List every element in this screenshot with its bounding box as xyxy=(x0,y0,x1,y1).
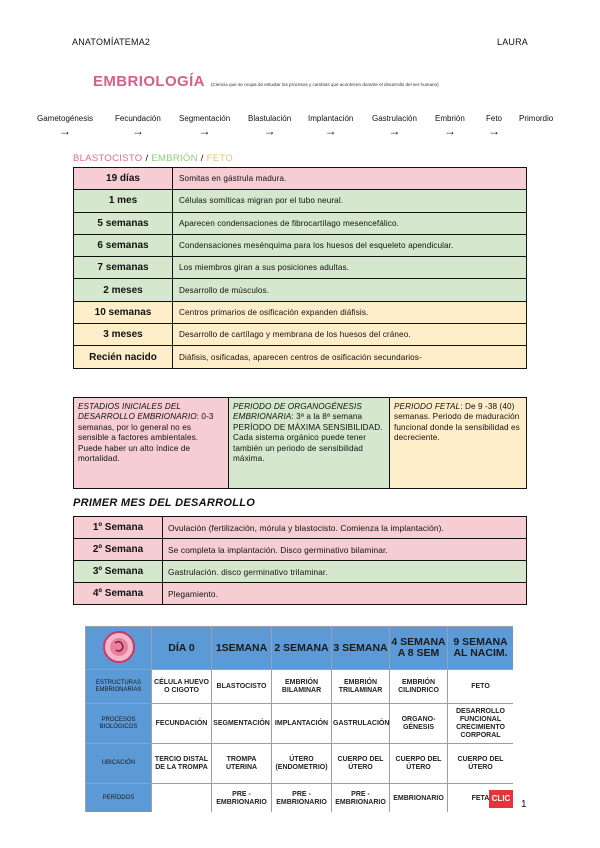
table-cell: EMBRIÓN BILAMINAR xyxy=(272,670,332,704)
timeline-desc: Aparecen condensaciones de fibrocartílago mesencefálico. xyxy=(173,212,527,234)
timeline-table xyxy=(73,167,527,369)
header-left: ANATOMÍATEMA2 xyxy=(72,37,151,47)
clic-badge[interactable]: CLIC xyxy=(489,790,513,808)
step-item xyxy=(248,114,291,138)
timeline-desc: Centros primarios de osificación expanden diáfisis. xyxy=(173,301,527,323)
step-label: Gametogénesis xyxy=(37,114,94,123)
header-cell: 3 SEMANA xyxy=(332,627,390,670)
table-row xyxy=(74,583,527,605)
week-desc: Plegamiento. xyxy=(163,583,527,605)
week-desc: Gastrulación. disco germinativo trilaminar. xyxy=(163,561,527,583)
timeline-desc: Los miembros giran a sus posiciones adultas. xyxy=(173,257,527,279)
table-cell: FETO xyxy=(448,670,514,704)
stage-fetal-heading: PERIODO FETAL xyxy=(394,402,461,411)
first-month-table xyxy=(73,516,527,605)
table-cell: PRE - EMBRIONARIO xyxy=(212,784,272,813)
table-row xyxy=(74,168,527,190)
stage-initial xyxy=(74,398,228,488)
step-item xyxy=(486,114,502,138)
page-title: EMBRIOLOGÍA xyxy=(93,73,205,90)
arrow-icon: → xyxy=(59,124,72,138)
table-row xyxy=(74,212,527,234)
process-steps xyxy=(37,114,565,144)
stage-fetal xyxy=(389,398,526,488)
header-cell: 4 SEMANA A 8 SEM xyxy=(390,627,448,670)
stage-organogenesis-text: : 3ª a la 8ª semana PERÍODO DE MÁXIMA SENSIBILIDAD. Cada sistema orgánico puede tener también un periodo de sensibilidad máxima. xyxy=(233,412,383,464)
table-cell: EMBRIONARIO xyxy=(390,784,448,813)
table-cell xyxy=(152,784,212,813)
arrow-icon: → xyxy=(488,124,500,138)
stage-initial-text: : 0-3 semanas, por lo general no es sensible a factores ambientales. Puede haber un alto índice de mortalidad. xyxy=(78,412,214,464)
stage-initial-heading: ESTADIOS INICIALES DEL DESARROLLO EMBRIONARIO xyxy=(78,402,197,422)
table-row xyxy=(74,190,527,212)
arrow-icon: → xyxy=(263,124,276,138)
header-right: LAURA xyxy=(497,37,529,47)
timeline-time: 1 mes xyxy=(74,190,173,212)
table-cell: ÚTERO (ENDOMETRIO) xyxy=(272,744,332,784)
table-cell: EMBRIÓN TRILAMINAR xyxy=(332,670,390,704)
step-item xyxy=(308,114,353,138)
color-legend xyxy=(73,153,233,164)
arrow-icon: → xyxy=(388,124,401,138)
embryo-icon xyxy=(86,627,152,670)
legend-blastocisto: BLASTOCISTO xyxy=(73,153,143,164)
timeline-desc: Somitas en gástrula madura. xyxy=(173,168,527,190)
table-cell: SEGMENTACIÓN xyxy=(212,704,272,744)
timeline-time: 10 semanas xyxy=(74,301,173,323)
title-row xyxy=(93,73,439,90)
timeline-time: 5 semanas xyxy=(74,212,173,234)
row-label: UBICACIÓN xyxy=(86,744,152,784)
week-label: 2º Semana xyxy=(74,539,163,561)
page-subtitle: (Ciencia que se ocupa de estudiar los procesos y cambios que acontecen durante el desarrollo del ser humano) xyxy=(210,82,439,87)
week-label: 4º Semana xyxy=(74,583,163,605)
header-cell: 9 SEMANA AL NACIM. xyxy=(448,627,514,670)
table-row xyxy=(74,539,527,561)
row-label: PERÍODOS xyxy=(86,784,152,813)
timeline-time: 2 meses xyxy=(74,279,173,301)
table-row xyxy=(86,704,514,744)
table-row xyxy=(86,670,514,704)
table-cell: IMPLANTACIÓN xyxy=(272,704,332,744)
table-row xyxy=(74,257,527,279)
timeline-time: 7 semanas xyxy=(74,257,173,279)
step-item xyxy=(115,114,161,138)
table-cell: EMBRIÓN CILINDRICO xyxy=(390,670,448,704)
arrow-icon: → xyxy=(443,124,456,138)
table-cell: TERCIO DISTAL DE LA TROMPA xyxy=(152,744,212,784)
table-cell: GASTRULACIÓN xyxy=(332,704,390,744)
step-label: Primordio xyxy=(519,114,554,123)
table-cell: CÉLULA HUEVO O CIGOTO xyxy=(152,670,212,704)
step-label: Fecundación xyxy=(115,114,161,123)
stage-organogenesis xyxy=(228,398,389,488)
step-item xyxy=(179,114,230,138)
table-row xyxy=(74,346,527,368)
table-row xyxy=(86,744,514,784)
week-desc: Se completa la implantación. Disco germinativo bilaminar. xyxy=(163,539,527,561)
table-row xyxy=(74,517,527,539)
table-cell: PRE - EMBRIONARIO xyxy=(272,784,332,813)
step-label: Gastrulación xyxy=(372,114,417,123)
timeline-desc: Desarrollo de cartílago y membrana de los huesos del cráneo. xyxy=(173,324,527,346)
table-row xyxy=(74,561,527,583)
week-label: 3º Semana xyxy=(74,561,163,583)
table-row xyxy=(86,784,514,813)
step-label: Embrión xyxy=(435,114,465,123)
step-label: Implantación xyxy=(308,114,354,123)
table-cell: FECUNDACIÓN xyxy=(152,704,212,744)
step-label: Blastulación xyxy=(248,114,292,123)
timeline-desc: Diáfisis, osificadas, aparecen centros de osificación secundarios- xyxy=(173,346,527,368)
arrow-icon: → xyxy=(198,124,211,138)
stage-fetal-text: : De 9 -38 (40) semanas. Periodo de maduración funcional donde la sensibilidad es decreciente. xyxy=(394,402,520,443)
timeline-time: 6 semanas xyxy=(74,234,173,256)
table-cell: CUERPO DEL ÚTERO xyxy=(390,744,448,784)
row-label: PROCESOS BIOLÓGICOS xyxy=(86,704,152,744)
table-cell: ORGANO-GÉNESIS xyxy=(390,704,448,744)
step-item xyxy=(372,114,417,138)
table-cell: FETA xyxy=(448,784,514,813)
legend-embrion: EMBRIÓN xyxy=(151,153,198,164)
table-row xyxy=(74,324,527,346)
development-stages xyxy=(73,397,527,489)
step-item xyxy=(37,114,93,138)
legend-separator: / xyxy=(200,153,204,164)
timeline-time: 19 días xyxy=(74,168,173,190)
page-number: 1 xyxy=(521,799,527,810)
table-cell: CUERPO DEL ÚTERO xyxy=(332,744,390,784)
header-cell: DÍA 0 xyxy=(152,627,212,670)
step-item xyxy=(435,114,465,138)
header-cell: 1SEMANA xyxy=(212,627,272,670)
timeline-desc: Condensaciones mesénquima para los huesos del esqueleto apendicular. xyxy=(173,234,527,256)
table-row xyxy=(74,234,527,256)
row-label: ESTRUCTURAS EMBRIONARIAS xyxy=(86,670,152,704)
table-row xyxy=(86,627,514,670)
table-cell: TROMPA UTERINA xyxy=(212,744,272,784)
legend-feto: FETO xyxy=(206,153,234,164)
stage-organogenesis-heading: PERIODO DE ORGANOGÉNESIS EMBRIONARIA xyxy=(233,402,362,422)
table-cell: CUERPO DEL ÚTERO xyxy=(448,744,514,784)
arrow-icon: → xyxy=(131,124,144,138)
timeline-time: 3 meses xyxy=(74,324,173,346)
step-item xyxy=(519,114,553,123)
arrow-icon: → xyxy=(324,124,337,138)
week-desc: Ovulación (fertilización, mórula y blastocisto. Comienza la implantación). xyxy=(163,517,527,539)
week-label: 1º Semana xyxy=(74,517,163,539)
embedded-table-image xyxy=(85,626,513,812)
first-month-title: PRIMER MES DEL DESARROLLO xyxy=(73,497,256,509)
embryo-illustration xyxy=(99,629,139,665)
step-label: Feto xyxy=(486,114,503,123)
step-label: Segmentación xyxy=(179,114,231,123)
table-cell: BLASTOCISTO xyxy=(212,670,272,704)
table-row xyxy=(74,279,527,301)
summary-table xyxy=(85,626,513,812)
table-row xyxy=(74,301,527,323)
timeline-desc: Desarrollo de músculos. xyxy=(173,279,527,301)
timeline-desc: Células somíticas migran por el tubo neural. xyxy=(173,190,527,212)
header-cell: 2 SEMANA xyxy=(272,627,332,670)
table-cell: DESARROLLO FUNCIONAL CRECIMIENTO CORPORAL xyxy=(448,704,514,744)
table-cell: PRE - EMBRIONARIO xyxy=(332,784,390,813)
legend-separator: / xyxy=(145,153,149,164)
timeline-time: Recién nacido xyxy=(74,346,173,368)
